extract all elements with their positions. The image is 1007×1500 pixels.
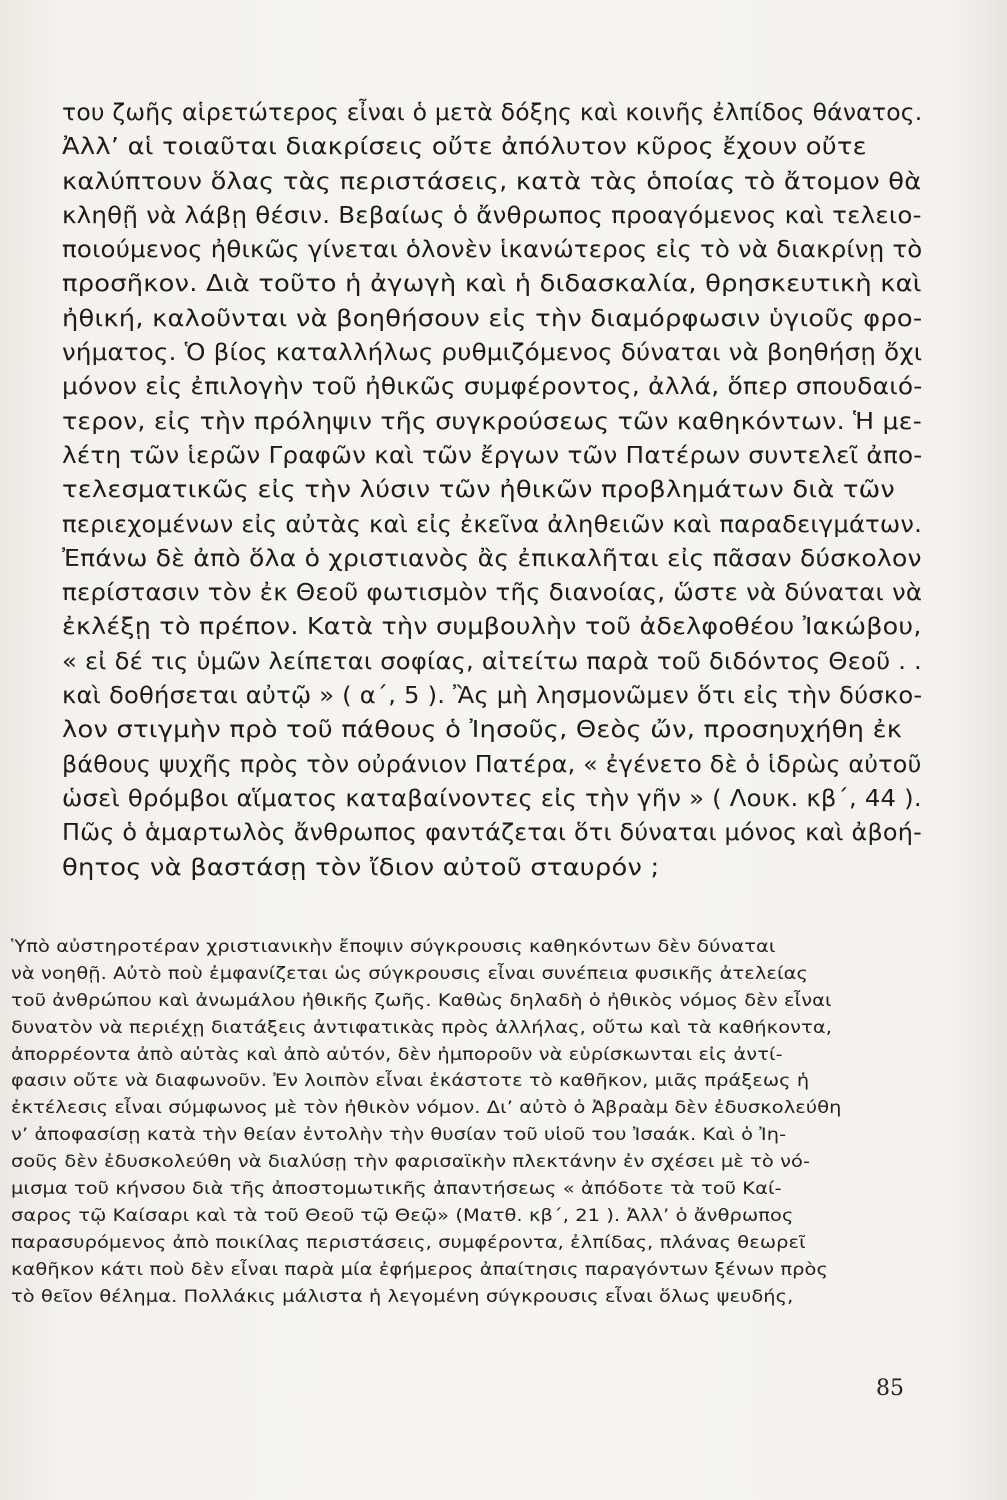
footnote-line: δυνατὸν νὰ περιέχῃ διατάξεις ἀντιφατικὰς πρὸς ἀλλήλας, οὔτω καὶ τὰ καθήκοντα,: [11, 1017, 832, 1038]
text-line: Ἐπάνω δὲ ἀπὸ ὅλα ὁ χριστιανὸς ἂς ἐπικαλῆται εἰς πᾶσαν δύσκολον: [62, 545, 922, 572]
text-line: « εἰ δέ τις ὑμῶν λείπεται σοφίας, αἰτείτω παρὰ τοῦ διδόντος Θεοῦ . .: [62, 648, 922, 675]
text-line: περίστασιν τὸν ἐκ Θεοῦ φωτισμὸν τῆς διανοίας, ὥστε νὰ δύναται νὰ: [62, 580, 923, 607]
text-line: ποιούμενος ἠθικῶς γίνεται ὁλονὲν ἱκανώτερος εἰς τὸ νὰ διακρίνῃ τὸ: [62, 237, 923, 264]
text-line: μόνον εἰς ἐπιλογὴν τοῦ ἠθικῶς συμφέροντος, ἀλλά, ὅπερ σπουδαιό-: [62, 374, 923, 401]
text-line: προσῆκον. Διὰ τοῦτο ἡ ἀγωγὴ καὶ ἡ διδασκαλία, θρησκευτικὴ καὶ: [62, 271, 922, 298]
text-line: τελεσματικῶς εἰς τὴν λύσιν τῶν ἠθικῶν προβλημάτων διὰ τῶν: [62, 477, 896, 504]
footnote-line: παρασυρόμενος ἀπὸ ποικίλας περιστάσεις, συμφέροντα, ἐλπίδας, πλάνας θεωρεῖ: [11, 1232, 806, 1253]
text-line: βάθους ψυχῆς πρὸς τὸν οὐράνιον Πατέρα, « ἐγένετο δὲ ὁ ἱδρὼς αὐτοῦ: [62, 751, 922, 778]
text-line: λέτη τῶν ἱερῶν Γραφῶν καὶ τῶν ἔργων τῶν Πατέρων συντελεῖ ἀπο-: [62, 442, 923, 469]
text-line: τερον, εἰς τὴν πρόληψιν τῆς συγκρούσεως τῶν καθηκόντων. Ἡ με-: [62, 408, 922, 435]
text-line: λον στιγμὴν πρὸ τοῦ πάθους ὁ Ἰησοῦς, Θεὸς ὤν, προσηυχήθη ἐκ: [62, 717, 903, 744]
footnote-line: νὰ νοηθῇ. Αὐτὸ ποὺ ἐμφανίζεται ὡς σύγκρουσις εἶναι συνέπεια φυσικῆς ἀτελείας: [11, 963, 809, 984]
text-line: ὡσεὶ θρόμβοι αἵματος καταβαίνοντες εἰς τὴν γῆν » ( Λουκ. κβ΄, 44 ).: [62, 785, 922, 812]
text-line: Πῶς ὁ ἁμαρτωλὸς ἄνθρωπος φαντάζεται ὅτι δύναται μόνος καὶ ἀβοή-: [62, 820, 922, 847]
footnote-line: καθῆκον κάτι ποὺ δὲν εἶναι παρὰ μία ἐφήμερος ἀπαίτησις παραγόντων ξένων πρὸς: [11, 1259, 828, 1280]
footnote-line: τὸ θεῖον θέλημα. Πολλάκις μάλιστα ἡ λεγομένη σύγκρουσις εἶναι ὅλως ψευδής,: [11, 1286, 794, 1307]
footnote-line: ν’ ἀποφασίσῃ κατὰ τὴν θείαν ἐντολὴν τὴν θυσίαν τοῦ υἱοῦ του Ἰσαάκ. Καὶ ὁ Ἰη-: [11, 1125, 787, 1146]
footnote-line: Ὑπὸ αὐστηροτέραν χριστιανικὴν ἔποψιν σύγκρουσις καθηκόντων δὲν δύναται: [11, 937, 776, 957]
text-line: περιεχομένων εἰς αὐτὰς καὶ εἰς ἐκεῖνα ἀληθειῶν καὶ παραδειγμάτων.: [62, 511, 923, 538]
text-line: κληθῇ νὰ λάβῃ θέσιν. Βεβαίως ὁ ἄνθρωπος προαγόμενος καὶ τελειο-: [62, 202, 922, 229]
footnote-line: σαρος τῷ Καίσαρι καὶ τὰ τοῦ Θεοῦ τῷ Θεῷ» (Ματθ. κβ΄, 21 ). Ἀλλ’ ὁ ἄνθρωπος: [11, 1205, 794, 1226]
text-line: Ἀλλ’ αἱ τοιαῦται διακρίσεις οὔτε ἀπόλυτον κῦρος ἔχουν οὔτε: [62, 134, 867, 161]
text-line: ἠθική, καλοῦνται νὰ βοηθήσουν εἰς τὴν διαμόρφωσιν ὑγιοῦς φρο-: [62, 305, 923, 332]
text-line: καὶ δοθήσεται αὐτῷ » ( α΄, 5 ). Ἂς μὴ λησμονῶμεν ὅτι εἰς τὴν δύσκο-: [62, 683, 923, 710]
text-line: καλύπτουν ὅλας τὰς περιστάσεις, κατὰ τὰς ὁποίας τὸ ἄτομον θὰ: [62, 168, 922, 195]
text-line: θητος νὰ βαστάσῃ τὸν ἴδιον αὐτοῦ σταυρόν ;: [62, 854, 660, 881]
footnote-line: μισμα τοῦ κήνσου διὰ τῆς ἀποστομωτικῆς ἀπαντήσεως « ἀπόδοτε τὰ τοῦ Καί-: [11, 1179, 782, 1200]
text-line: του ζωῆς αἱρετώτερος εἶναι ὁ μετὰ δόξης καὶ κοινῆς ἐλπίδος θάνατος.: [62, 100, 923, 126]
footnote: [11, 934, 912, 1310]
text-line: ἐκλέξῃ τὸ πρέπον. Κατὰ τὴν συμβουλὴν τοῦ ἀδελφοθέου Ἰακώβου,: [62, 614, 922, 641]
main-text: [62, 96, 922, 885]
footnote-line: ἐκτέλεσις εἶναι σύμφωνος μὲ τὸν ἠθικὸν νόμον. Δι’ αὐτὸ ὁ Ἀβραὰμ δὲν ἐδυσκολεύθη: [11, 1098, 842, 1119]
text-line: νήματος. Ὁ βίος καταλλήλως ρυθμιζόμενος δύναται νὰ βοηθήσῃ ὄχι: [62, 340, 923, 367]
footnote-line: φασιν οὔτε νὰ διαφωνοῦν. Ἐν λοιπὸν εἶναι ἑκάστοτε τὸ καθῆκον, μιᾶς πράξεως ἡ: [11, 1071, 810, 1092]
page-number: 85: [876, 1376, 904, 1401]
footnote-line: ἀπορρέοντα ἀπὸ αὐτὰς καὶ ἀπὸ αὐτόν, δὲν ἠμποροῦν νὰ εὑρίσκωνται εἰς ἀντί-: [11, 1044, 783, 1065]
footnote-line: σοῦς δὲν ἐδυσκολεύθη νὰ διαλύσῃ τὴν φαρισαϊκὴν πλεκτάνην ἐν σχέσει μὲ τὸ νό-: [11, 1152, 811, 1173]
footnote-line: τοῦ ἀνθρώπου καὶ ἀνωμάλου ἠθικῆς ζωῆς. Καθὼς δηλαδὴ ὁ ἠθικὸς νόμος δὲν εἶναι: [11, 990, 832, 1011]
